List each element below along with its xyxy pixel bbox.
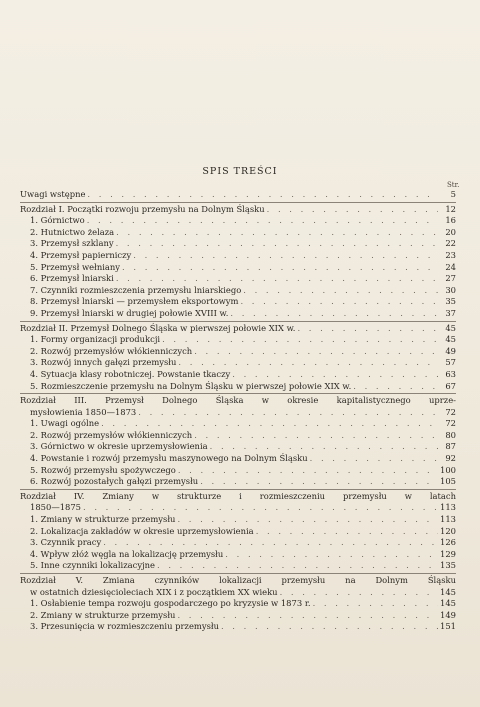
page-title: SPIS TREŚCI [202, 166, 278, 177]
toc-chapter [20, 323, 456, 335]
toc-entry-page: 22 [445, 238, 456, 249]
leader-dots [221, 621, 438, 633]
toc-entry [20, 296, 456, 308]
leader-dots [353, 381, 438, 393]
toc-entry-page: 100 [440, 464, 456, 475]
divider [20, 489, 456, 490]
toc-entry-page: 63 [445, 368, 456, 379]
toc-entry-text: 1850—1875 [30, 502, 82, 513]
toc-entry-text: 3. Przemysł szklany [30, 238, 114, 249]
leader-dots [83, 502, 438, 514]
leader-dots [267, 204, 438, 216]
toc-entry-page: 49 [445, 345, 456, 356]
toc-entry-page: 45 [445, 322, 456, 333]
leader-dots [177, 610, 438, 622]
toc-entry [20, 418, 456, 430]
divider [20, 321, 456, 322]
toc-chapter-continued [20, 407, 456, 419]
toc-entry [20, 250, 456, 262]
toc-entry [20, 215, 456, 227]
toc-entry-text: 1. Zmiany w strukturze przemysłu [30, 514, 176, 525]
toc-entry-page: 23 [445, 249, 456, 260]
toc-entry [20, 262, 456, 274]
toc-chapter-continued [20, 502, 456, 514]
toc-entry-text: 1. Formy organizacji produkcji [30, 334, 161, 345]
toc-entry-page: 72 [445, 418, 456, 429]
toc-entry-page: 129 [440, 548, 456, 559]
toc-entry-text: 3. Czynnik pracy [30, 537, 102, 548]
toc-entry-text: 4. Powstanie i rozwój przemysłu maszynowego na Dolnym Śląsku [30, 453, 308, 464]
toc-entry-text: 1. Uwagi ogólne [30, 418, 100, 429]
toc-entry-text: 2. Rozwój przemysłów włókienniczych [30, 345, 193, 356]
toc-entry-page: 145 [440, 586, 456, 597]
toc-entry-text: Uwagi wstępne [20, 189, 86, 199]
toc-entry [20, 526, 456, 538]
toc-entry-page: 151 [440, 621, 456, 632]
leader-dots [230, 308, 438, 320]
toc-entry [20, 334, 456, 346]
toc-entry [20, 308, 456, 320]
toc-entry [20, 549, 456, 561]
toc-entry [20, 598, 456, 610]
leader-dots [240, 296, 438, 308]
toc-entry-page: 92 [445, 453, 456, 464]
toc-entry-page: 24 [445, 261, 456, 272]
toc-entry-text: 6. Przemysł lniarski [30, 273, 114, 284]
toc-entry-text: 2. Lokalizacja zakładów w okresie uprzemysłowienia [30, 525, 254, 536]
leader-dots [243, 285, 438, 297]
toc-entry-text: 1. Osłabienie tempa rozwoju gospodarczego po kryzysie w 1873 r. [30, 598, 311, 609]
toc-entry-page: 67 [445, 380, 456, 391]
toc-entry-page: 105 [440, 476, 456, 487]
toc-entry-text: Rozdział II. Przemysł Dolnego Śląska w pierwszej połowie XIX w. [20, 322, 296, 333]
toc-entry [20, 465, 456, 477]
toc-entry [20, 285, 456, 297]
divider [20, 393, 456, 394]
toc-chapter [20, 204, 456, 216]
toc-entry [20, 560, 456, 572]
toc-entry [20, 610, 456, 622]
toc-entry-page: 16 [445, 215, 456, 226]
toc-chapter [20, 575, 456, 587]
divider [20, 202, 456, 203]
toc-entry-page: 149 [440, 609, 456, 620]
leader-dots [310, 453, 438, 465]
toc-entry-page: 30 [445, 284, 456, 295]
toc-entry-page: 27 [445, 273, 456, 284]
toc-entry [20, 369, 456, 381]
toc-entry [20, 441, 456, 453]
toc-entry-text: 2. Zmiany w strukturze przemysłu [30, 609, 176, 620]
toc-entry [20, 381, 456, 393]
toc-entry-text: 4. Przemysł papierniczy [30, 249, 132, 260]
leader-dots [87, 189, 438, 201]
toc-entry [20, 430, 456, 442]
toc-entry-text: 8. Przemysł lniarski — przemysłem eksportowym [30, 296, 239, 307]
leader-dots [116, 273, 438, 285]
toc-entry-text: 3. Przesunięcia w rozmieszczeniu przemysłu [30, 621, 219, 632]
leader-dots [313, 598, 438, 610]
toc-entry-page: 57 [445, 357, 456, 368]
toc-entry [20, 537, 456, 549]
leader-dots [157, 560, 438, 572]
toc-entry [20, 189, 456, 201]
toc-entry [20, 453, 456, 465]
toc-entry-page: 35 [445, 296, 456, 307]
toc-entry-text: Rozdział V. Zmiana czynników lokalizacji przemysłu na Dolnym Śląsku [20, 575, 456, 585]
toc-entry-text: 2. Hutnictwo żelaza [30, 226, 115, 237]
toc-entry-text: w ostatnich dziesięcioleciach XIX i z początkiem XX wieku [30, 586, 278, 597]
toc-entry-page: 5 [450, 189, 456, 199]
table-of-contents [20, 189, 456, 633]
leader-dots [101, 418, 438, 430]
toc-entry-page: 72 [445, 406, 456, 417]
toc-entry-page: 113 [440, 514, 456, 525]
toc-entry-page: 45 [445, 334, 456, 345]
toc-chapter-continued [20, 587, 456, 599]
leader-dots [178, 357, 438, 369]
toc-entry-page: 37 [445, 307, 456, 318]
toc-entry-page: 145 [440, 598, 456, 609]
page-column-label: Str. [447, 181, 460, 189]
toc-entry [20, 238, 456, 250]
toc-entry-text: 7. Czynniki rozmieszczenia przemysłu lniarskiego [30, 284, 242, 295]
toc-entry-text: 6. Rozwój pozostałych gałęzi przemysłu [30, 476, 199, 487]
leader-dots [133, 250, 438, 262]
toc-entry-page: 113 [440, 502, 456, 513]
leader-dots [225, 549, 438, 561]
leader-dots [194, 430, 438, 442]
leader-dots [177, 514, 438, 526]
toc-entry-page: 87 [445, 441, 456, 452]
toc-entry [20, 514, 456, 526]
toc-entry-text: 3. Górnictwo w okresie uprzemysłowienia [30, 441, 208, 452]
toc-entry [20, 346, 456, 358]
leader-dots [162, 334, 438, 346]
leader-dots [87, 215, 438, 227]
leader-dots [194, 346, 438, 358]
toc-entry-page: 80 [445, 429, 456, 440]
toc-chapter [20, 395, 456, 407]
toc-entry-text: Rozdział I. Początki rozwoju przemysłu na Dolnym Śląsku [20, 203, 265, 214]
leader-dots [178, 465, 438, 477]
leader-dots [116, 227, 438, 239]
toc-entry-page: 135 [440, 560, 456, 571]
toc-entry-text: 1. Górnictwo [30, 215, 85, 226]
toc-entry-text: 5. Rozwój przemysłu spożywczego [30, 464, 176, 475]
toc-entry-text: 4. Wpływ złóż węgla na lokalizację przemysłu [30, 548, 224, 559]
toc-entry [20, 227, 456, 239]
leader-dots [116, 238, 438, 250]
toc-entry-page: 12 [445, 203, 456, 214]
toc-entry-text: 5. Inne czynniki lokalizacyjne [30, 560, 156, 571]
leader-dots [280, 587, 438, 599]
toc-entry-text: 5. Przemysł wełniany [30, 261, 121, 272]
toc-entry [20, 273, 456, 285]
toc-chapter [20, 491, 456, 503]
toc-entry-text: 2. Rozwój przemysłów włókienniczych [30, 429, 193, 440]
leader-dots [103, 537, 438, 549]
toc-entry-page: 126 [440, 537, 456, 548]
toc-entry-text: 5. Rozmieszczenie przemysłu na Dolnym Śląsku w pierwszej połowie XIX w. [30, 380, 352, 391]
leader-dots [210, 441, 438, 453]
toc-entry-text: Rozdział IV. Zmiany w strukturze i rozmieszczeniu przemysłu w latach [20, 490, 456, 501]
toc-entry [20, 621, 456, 633]
toc-entry [20, 476, 456, 488]
leader-dots [200, 476, 438, 488]
divider [20, 573, 456, 574]
leader-dots [256, 526, 438, 538]
leader-dots [297, 323, 438, 335]
toc-entry-text: 4. Sytuacja klasy robotniczej. Powstanie tkaczy [30, 368, 231, 379]
toc-entry-page: 120 [440, 525, 456, 536]
leader-dots [232, 369, 438, 381]
leader-dots [138, 407, 438, 419]
toc-entry-text: mysłowienia 1850—1873 [30, 406, 137, 417]
toc-entry [20, 357, 456, 369]
toc-entry-text: 9. Przemysł lniarski w drugiej połowie XVIII w. [30, 307, 229, 318]
toc-entry-text: Rozdział III. Przemysł Dolnego Śląska w okresie kapitalistycznego uprze- [20, 395, 456, 406]
toc-entry-text: 3. Rozwój innych gałęzi przemysłu [30, 357, 177, 368]
toc-entry-page: 20 [445, 226, 456, 237]
leader-dots [122, 262, 438, 274]
